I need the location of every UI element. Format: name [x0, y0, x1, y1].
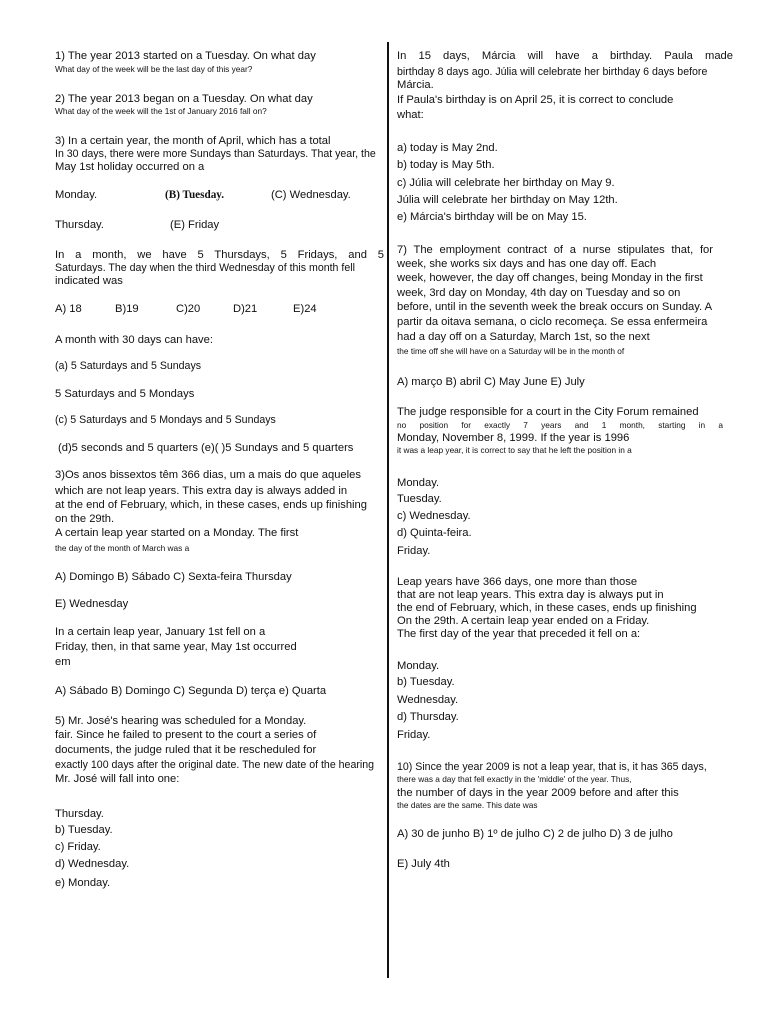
right-q3-option-3: c) Wednesday.: [397, 510, 471, 522]
right-q3-option-2: Tuesday.: [397, 493, 442, 505]
right-q2-line-5: before, until in the seventh week the break occurs on Sunday. A: [397, 301, 713, 313]
right-q1-option-2: b) today is May 5th.: [397, 159, 495, 171]
left-q8-option-5: e) Monday.: [55, 877, 111, 889]
left-q4-line-2: Saturdays. The day when the third Wednesday of this month fell: [55, 262, 355, 274]
right-q1-option-4: Júlia will celebrate her birthday on May 12th.: [397, 194, 618, 206]
left-q3-option-e: (E) Friday: [170, 219, 220, 231]
left-q8-line-5: Mr. José will fall into one:: [55, 773, 180, 785]
right-q1-option-1: a) today is May 2nd.: [397, 142, 498, 154]
left-q5-prompt: A month with 30 days can have:: [55, 334, 213, 346]
right-q4-option-4: d) Thursday.: [397, 711, 459, 723]
left-q8-line-2: fair. Since he failed to present to the court a series of: [55, 729, 317, 741]
left-q7-line-1: In a certain leap year, January 1st fell on a: [55, 626, 266, 638]
right-q3-line-4: it was a leap year, it is correct to say that he left the position in a: [397, 445, 632, 455]
right-q4-option-1: Monday.: [397, 660, 440, 672]
left-q3-option-c: (C) Wednesday.: [271, 189, 351, 201]
right-q3-option-1: Monday.: [397, 477, 440, 489]
right-q3-option-4: d) Quinta-feira.: [397, 527, 472, 539]
right-q4-line-4: On the 29th. A certain leap year ended on a Friday.: [397, 615, 650, 627]
left-q2-line-1: 2) The year 2013 began on a Tuesday. On what day: [55, 93, 313, 105]
right-q5-options-2: E) July 4th: [397, 858, 450, 870]
right-q3-line-2: no position for exactly 7 years and 1 month, starting in a: [397, 420, 723, 430]
right-q4-line-2: that are not leap years. This extra day is always put in: [397, 589, 664, 601]
left-q4-option-b: B)19: [115, 303, 139, 315]
left-q6-line-1: 3)Os anos bissextos têm 366 dias, um a mais do que aqueles: [55, 469, 361, 481]
left-q5-option-b: 5 Saturdays and 5 Mondays: [55, 388, 195, 400]
left-q8-option-2: b) Tuesday.: [55, 824, 113, 836]
right-q1-line-4: If Paula's birthday is on April 25, it is correct to conclude: [397, 94, 674, 106]
right-q5-options-1: A) 30 de junho B) 1º de julho C) 2 de julho D) 3 de julho: [397, 828, 673, 840]
right-q4-option-5: Friday.: [397, 729, 431, 741]
right-q1-line-3: Márcia.: [397, 79, 434, 91]
right-q1-option-3: c) Júlia will celebrate her birthday on May 9.: [397, 177, 615, 189]
left-q3-line-3: May 1st holiday occurred on a: [55, 161, 205, 173]
right-q2-line-2: week, she works six days and has one day off. Each: [397, 258, 657, 270]
left-q3-option-b: (B) Tuesday.: [165, 189, 225, 201]
column-divider: [387, 42, 389, 978]
left-q7-line-2: Friday, then, in that same year, May 1st occurred: [55, 641, 297, 653]
left-q3-line-1: 3) In a certain year, the month of April, which has a total: [55, 135, 331, 147]
left-q4-line-3: indicated was: [55, 275, 123, 287]
right-q4-line-5: The first day of the year that preceded it fell on a:: [397, 628, 641, 640]
right-q2-line-6: partir da oitava semana, o ciclo recomeça. Se essa enfermeira: [397, 316, 708, 328]
left-q1-line-2: What day of the week will be the last day of this year?: [55, 64, 253, 74]
left-q1-line-1: 1) The year 2013 started on a Tuesday. On what day: [55, 50, 316, 62]
left-q2-line-2: What day of the week will the 1st of January 2016 fall on?: [55, 106, 267, 116]
right-q2-line-4: week, 3rd day on Monday, 4th day on Tuesday and so on: [397, 287, 681, 299]
right-q2-line-8: the time off she will have on a Saturday will be in the month of: [397, 346, 625, 356]
left-q8-option-3: c) Friday.: [55, 841, 101, 853]
left-q3-option-d: Thursday.: [55, 219, 104, 231]
left-q6-line-6: the day of the month of March was a: [55, 543, 190, 553]
right-q2-options: A) março B) abril C) May June E) July: [397, 376, 585, 388]
left-q6-line-2: which are not leap years. This extra day is always added in: [55, 485, 348, 497]
right-q1-line-1: In 15 days, Márcia will have a birthday. Paula made: [397, 50, 733, 62]
right-q1-option-5: e) Márcia's birthday will be on May 15.: [397, 211, 587, 223]
right-q4-option-2: b) Tuesday.: [397, 676, 455, 688]
right-q5-line-1: 10) Since the year 2009 is not a leap year, that is, it has 365 days,: [397, 761, 707, 773]
right-q2-line-1: 7) The employment contract of a nurse stipulates that, for: [397, 244, 713, 256]
left-q4-option-c: C)20: [176, 303, 201, 315]
left-q4-line-1: In a month, we have 5 Thursdays, 5 Fridays, and 5: [55, 249, 384, 261]
left-q6-line-4: on the 29th.: [55, 513, 115, 525]
right-q4-line-3: the end of February, which, in these cases, ends up finishing: [397, 602, 697, 614]
right-q2-line-3: week, however, the day off changes, being Monday in the first: [397, 272, 703, 284]
left-q7-line-3: em: [55, 656, 71, 668]
left-q4-option-a: A) 18: [55, 303, 82, 315]
left-q7-options: A) Sábado B) Domingo C) Segunda D) terça e) Quarta: [55, 685, 327, 697]
right-q5-line-3: the number of days in the year 2009 before and after this: [397, 787, 679, 799]
left-q8-line-3: documents, the judge ruled that it be rescheduled for: [55, 744, 317, 756]
right-q1-line-2: birthday 8 days ago. Júlia will celebrate her birthday 6 days before: [397, 66, 708, 78]
right-q3-line-1: The judge responsible for a court in the City Forum remained: [397, 406, 699, 418]
left-q4-option-d: D)21: [233, 303, 258, 315]
left-q5-option-c: (c) 5 Saturdays and 5 Mondays and 5 Sundays: [55, 414, 276, 426]
right-q5-line-4: the dates are the same. This date was: [397, 800, 538, 810]
right-q5-line-2: there was a day that fell exactly in the 'middle' of the year. Thus,: [397, 774, 632, 784]
left-q3-line-2: In 30 days, there were more Sundays than Saturdays. That year, the: [55, 148, 376, 160]
left-q5-option-a: (a) 5 Saturdays and 5 Sundays: [55, 360, 202, 372]
right-q1-line-5: what:: [397, 109, 424, 121]
left-q6-options-2: E) Wednesday: [55, 598, 129, 610]
left-q8-line-4: exactly 100 days after the original date. The new date of the hearing: [55, 759, 375, 771]
left-q8-option-1: Thursday.: [55, 808, 104, 820]
left-q6-line-3: at the end of February, which, in these cases, ends up finishing: [55, 499, 367, 511]
left-q6-options-1: A) Domingo B) Sábado C) Sexta-feira Thursday: [55, 571, 292, 583]
right-q4-option-3: Wednesday.: [397, 694, 459, 706]
left-q6-line-5: A certain leap year started on a Monday. The first: [55, 527, 299, 539]
right-q2-line-7: had a day off on a Saturday, March 1st, so the next: [397, 331, 650, 343]
right-q3-line-3: Monday, November 8, 1999. If the year is 1996: [397, 432, 630, 444]
right-q4-line-1: Leap years have 366 days, one more than those: [397, 576, 638, 588]
left-q3-option-a: Monday.: [55, 189, 98, 201]
left-q8-option-4: d) Wednesday.: [55, 858, 130, 870]
left-q5-option-de: (d)5 seconds and 5 quarters (e)( )5 Sundays and 5 quarters: [58, 442, 354, 454]
left-q4-option-e: E)24: [293, 303, 317, 315]
left-q8-line-1: 5) Mr. José's hearing was scheduled for a Monday.: [55, 715, 307, 727]
right-q3-option-5: Friday.: [397, 545, 431, 557]
